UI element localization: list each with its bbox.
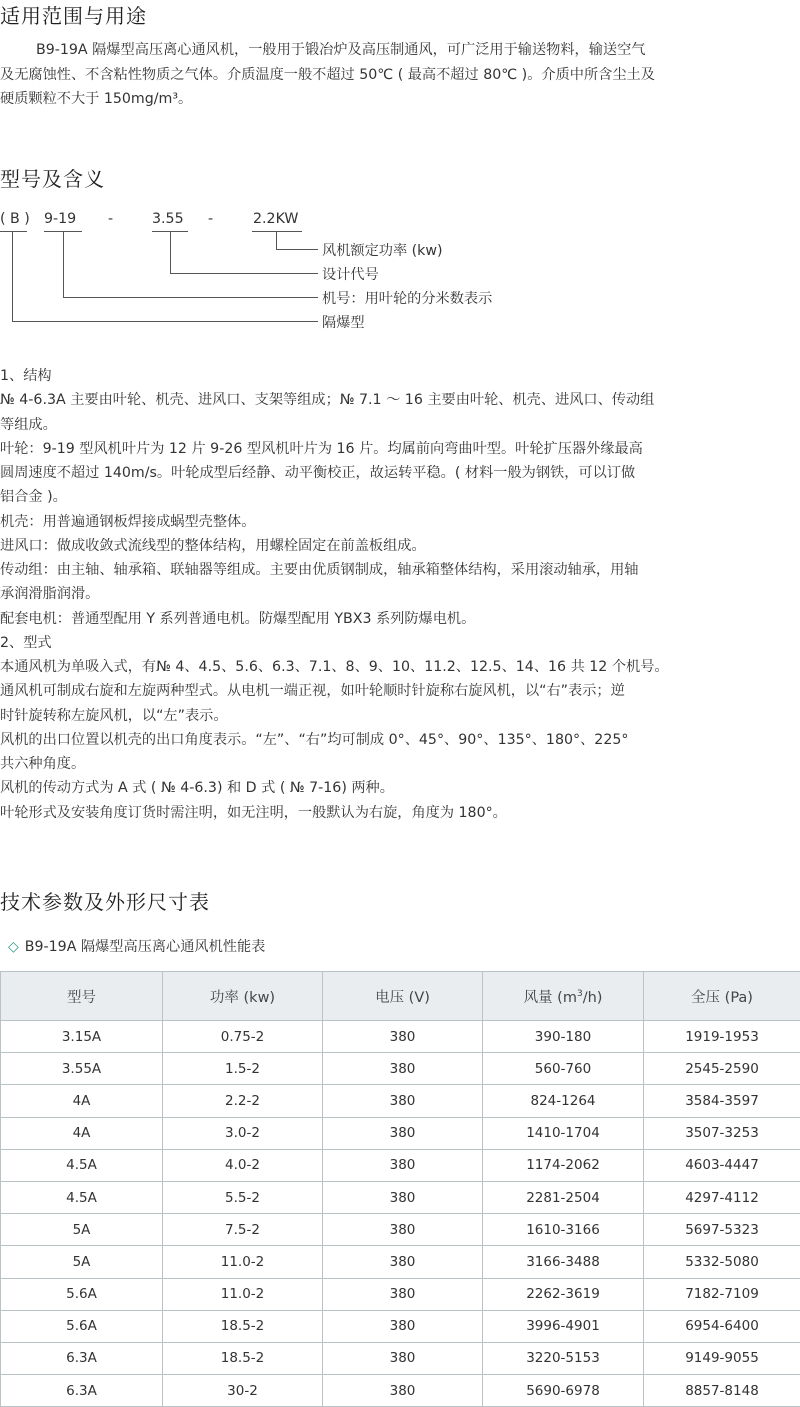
cell-airflow: 390-180 <box>483 1021 644 1053</box>
cell-airflow: 1174-2062 <box>483 1149 644 1181</box>
body-line: 1、结构 <box>0 364 800 388</box>
code-part-number: 3.55 <box>152 211 184 227</box>
legend-design-code: 设计代号 <box>322 264 379 284</box>
table-row <box>1 1149 800 1181</box>
cell-power: 11.0-2 <box>163 1246 323 1278</box>
body-line: 时针旋转称左旋风机，以“左”表示。 <box>0 704 800 728</box>
cell-model: 6.3A <box>1 1342 163 1374</box>
cell-pressure: 4603-4447 <box>644 1149 800 1181</box>
cell-pressure: 3507-3253 <box>644 1117 800 1149</box>
header-voltage: 电压 (V) <box>323 972 483 1021</box>
diamond-icon: ◇ <box>8 939 19 955</box>
cell-pressure: 8857-8148 <box>644 1375 800 1407</box>
cell-model: 6.3A <box>1 1375 163 1407</box>
header-airflow-a: 风量 (m <box>524 990 577 1006</box>
header-pressure: 全压 (Pa) <box>644 972 800 1021</box>
table-row <box>1 1085 800 1117</box>
usage-line-3: 硬质颗粒不大于 150mg/m³。 <box>0 87 800 112</box>
cell-airflow: 824-1264 <box>483 1085 644 1117</box>
table-caption-text: B9-19A 隔爆型高压离心通风机性能表 <box>25 939 266 955</box>
body-line: 配套电机：普通型配用 Y 系列普通电机。防爆型配用 YBX3 系列防爆电机。 <box>0 607 800 631</box>
cell-pressure: 5332-5080 <box>644 1246 800 1278</box>
cell-model: 4.5A <box>1 1149 163 1181</box>
table-caption <box>8 936 265 956</box>
code-dash-1: - <box>108 211 113 227</box>
cell-power: 18.5-2 <box>163 1310 323 1342</box>
body-line: 风机的传动方式为 A 式 ( № 4-6.3) 和 D 式 ( № 7-16) 两种。 <box>0 776 800 800</box>
cell-model: 4A <box>1 1117 163 1149</box>
cell-airflow: 1410-1704 <box>483 1117 644 1149</box>
cell-voltage: 380 <box>323 1021 483 1053</box>
table-row <box>1 1117 800 1149</box>
cell-voltage: 380 <box>323 1278 483 1310</box>
table-row <box>1 1310 800 1342</box>
body-line: № 4-6.3A 主要由叶轮、机壳、进风口、支架等组成；№ 7.1 ～ 16 主要由叶轮、机壳、进风口、传动组 <box>0 388 800 412</box>
cell-power: 7.5-2 <box>163 1214 323 1246</box>
cell-voltage: 380 <box>323 1310 483 1342</box>
body-line: 进风口：做成收敛式流线型的整体结构，用螺栓固定在前盖板组成。 <box>0 534 800 558</box>
cell-power: 30-2 <box>163 1375 323 1407</box>
body-line: 圆周速度不超过 140m/s。叶轮成型后经静、动平衡校正，故运转平稳。( 材料一般为钢铁，可以订做 <box>0 461 800 485</box>
cell-power: 5.5-2 <box>163 1181 323 1213</box>
table-header-row <box>1 972 800 1021</box>
table-row <box>1 1214 800 1246</box>
body-line: 本通风机为单吸入式，有№ 4、4.5、5.6、6.3、7.1、8、9、10、11.2、12.5、14、16 共 12 个机号。 <box>0 655 800 679</box>
cell-airflow: 2262-3619 <box>483 1278 644 1310</box>
cell-power: 2.2-2 <box>163 1085 323 1117</box>
body-line: 风机的出口位置以机壳的出口角度表示。“左”、“右”均可制成 0°、45°、90°、135°、180°、225° <box>0 728 800 752</box>
cell-voltage: 380 <box>323 1181 483 1213</box>
cell-pressure: 6954-6400 <box>644 1310 800 1342</box>
header-airflow <box>483 972 644 1021</box>
performance-table <box>0 971 800 1407</box>
section-title-usage: 适用范围与用途 <box>0 0 147 29</box>
table-row <box>1 1053 800 1085</box>
cell-airflow: 2281-2504 <box>483 1181 644 1213</box>
usage-line-1: B9-19A 隔爆型高压离心通风机，一般用于锻冶炉及高压制通风，可广泛用于输送物料，输送空气 <box>0 38 645 63</box>
table-row <box>1 1375 800 1407</box>
cell-pressure: 3584-3597 <box>644 1085 800 1117</box>
body-line: 共六种角度。 <box>0 752 800 776</box>
cell-airflow: 3996-4901 <box>483 1310 644 1342</box>
cell-pressure: 2545-2590 <box>644 1053 800 1085</box>
cell-voltage: 380 <box>323 1342 483 1374</box>
code-part-power: 2.2KW <box>253 211 298 227</box>
usage-line-2: 及无腐蚀性、不含粘性物质之气体。介质温度一般不超过 50℃ ( 最高不超过 80℃ )。介质中所含尘土及 <box>0 63 800 88</box>
cell-model: 3.55A <box>1 1053 163 1085</box>
body-line: 叶轮形式及安装角度订货时需注明，如无注明，一般默认为右旋，角度为 180°。 <box>0 801 800 825</box>
table-row <box>1 1021 800 1053</box>
cell-voltage: 380 <box>323 1117 483 1149</box>
cell-pressure: 1919-1953 <box>644 1021 800 1053</box>
cell-power: 18.5-2 <box>163 1342 323 1374</box>
cell-voltage: 380 <box>323 1085 483 1117</box>
table-row <box>1 1181 800 1213</box>
body-line: 等组成。 <box>0 413 800 437</box>
cell-model: 4A <box>1 1085 163 1117</box>
cell-pressure: 5697-5323 <box>644 1214 800 1246</box>
code-dash-2: - <box>208 211 213 227</box>
cell-model: 5.6A <box>1 1310 163 1342</box>
header-airflow-sup: 3 <box>577 989 583 999</box>
cell-pressure: 9149-9055 <box>644 1342 800 1374</box>
table-row <box>1 1278 800 1310</box>
header-model: 型号 <box>1 972 163 1021</box>
cell-pressure: 4297-4112 <box>644 1181 800 1213</box>
cell-power: 11.0-2 <box>163 1278 323 1310</box>
table-row <box>1 1342 800 1374</box>
cell-airflow: 3220-5153 <box>483 1342 644 1374</box>
table-row <box>1 1246 800 1278</box>
body-line: 叶轮：9-19 型风机叶片为 12 片 9-26 型风机叶片为 16 片。均属前向弯曲叶型。叶轮扩压器外缘最高 <box>0 437 800 461</box>
cell-voltage: 380 <box>323 1053 483 1085</box>
cell-pressure: 7182-7109 <box>644 1278 800 1310</box>
cell-voltage: 380 <box>323 1214 483 1246</box>
code-part-series: 9-19 <box>44 211 76 227</box>
body-line: 传动组：由主轴、轴承箱、联轴器等组成。主要由优质钢制成，轴承箱整体结构，采用滚动轴承，用轴 <box>0 558 800 582</box>
section-title-specs: 技术参数及外形尺寸表 <box>0 886 210 915</box>
cell-airflow: 560-760 <box>483 1053 644 1085</box>
cell-airflow: 3166-3488 <box>483 1246 644 1278</box>
body-line: 铝合金 )。 <box>0 485 800 509</box>
cell-power: 1.5-2 <box>163 1053 323 1085</box>
header-airflow-b: /h) <box>583 990 603 1006</box>
cell-model: 4.5A <box>1 1181 163 1213</box>
legend-machine-number: 机号：用叶轮的分米数表示 <box>322 288 492 308</box>
cell-airflow: 5690-6978 <box>483 1375 644 1407</box>
header-power: 功率 (kw) <box>163 972 323 1021</box>
cell-model: 5A <box>1 1246 163 1278</box>
cell-model: 5A <box>1 1214 163 1246</box>
section-title-model: 型号及含义 <box>0 163 105 192</box>
body-line: 2、型式 <box>0 631 800 655</box>
cell-voltage: 380 <box>323 1375 483 1407</box>
table-body <box>1 1021 800 1407</box>
legend-explosion-proof: 隔爆型 <box>322 312 365 332</box>
legend-power: 风机额定功率 (kw) <box>322 240 443 260</box>
cell-voltage: 380 <box>323 1149 483 1181</box>
body-line: 机壳：用普遍通钢板焊接成蜗型壳整体。 <box>0 510 800 534</box>
body-line: 通风机可制成右旋和左旋两种型式。从电机一端正视，如叶轮顺时针旋称右旋风机，以“右”表示；逆 <box>0 679 800 703</box>
cell-model: 3.15A <box>1 1021 163 1053</box>
cell-airflow: 1610-3166 <box>483 1214 644 1246</box>
structure-description <box>0 364 800 825</box>
cell-power: 4.0-2 <box>163 1149 323 1181</box>
cell-model: 5.6A <box>1 1278 163 1310</box>
cell-power: 0.75-2 <box>163 1021 323 1053</box>
code-part-b: ( B ) <box>0 211 30 227</box>
body-line: 承润滑脂润滑。 <box>0 582 800 606</box>
cell-power: 3.0-2 <box>163 1117 323 1149</box>
cell-voltage: 380 <box>323 1246 483 1278</box>
